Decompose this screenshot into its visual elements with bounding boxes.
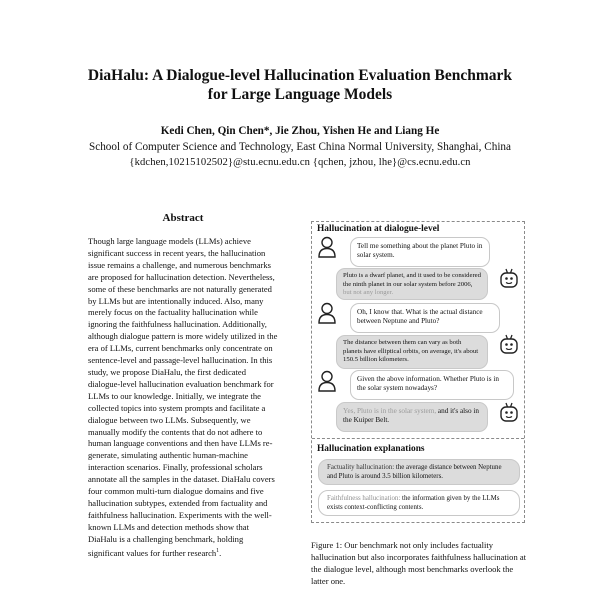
robot-icon bbox=[498, 401, 520, 423]
turn-4-text: The distance between them can vary as both planets have elliptical orbits, on average, it's about 150.5 billion kilometers. bbox=[343, 339, 479, 364]
factuality-text: the average distance between Neptune and Pluto is around 3.5 billion kilometers. bbox=[327, 464, 502, 480]
turn-3-user-bubble bbox=[350, 303, 500, 333]
robot-icon bbox=[498, 267, 520, 289]
turn-6-text: and it's also in the Kuiper Belt. bbox=[343, 407, 479, 424]
user-icon bbox=[317, 236, 337, 258]
figure-1 bbox=[311, 221, 525, 523]
faithfulness-text: the information given by the LLMs exists context-conflicting contents. bbox=[327, 495, 500, 511]
paper-title bbox=[0, 66, 600, 104]
turn-5-text: Given the above information. Whether Pluto is in the solar system nowadays? bbox=[357, 375, 499, 392]
title-line-2: for Large Language Models bbox=[207, 86, 393, 103]
abstract-heading: Abstract bbox=[162, 212, 204, 224]
explanation-factuality bbox=[318, 459, 520, 485]
author-names: Kedi Chen, Qin Chen*, Jie Zhou, Yishen He and Liang He bbox=[160, 125, 440, 137]
user-icon bbox=[317, 370, 337, 392]
footnote-mark: 1 bbox=[216, 547, 220, 554]
abstract-end: . bbox=[219, 547, 222, 558]
turn-2-bot-bubble bbox=[336, 268, 488, 300]
turn-4-bot-bubble bbox=[336, 335, 488, 369]
title-line-1: DiaHalu: A Dialogue-level Hallucination Evaluation Benchmark bbox=[87, 67, 513, 84]
affiliation: School of Computer Science and Technology, East China Normal University, Shanghai, China bbox=[89, 140, 511, 153]
abstract-body bbox=[88, 236, 278, 559]
explanation-faithfulness bbox=[318, 490, 520, 516]
robot-icon bbox=[498, 333, 520, 355]
figure-divider bbox=[312, 438, 524, 439]
turn-3-text: Oh, I know that. What is the actual distance between Neptune and Pluto? bbox=[357, 308, 483, 325]
turn-1-text: Tell me something about the planet Pluto in solar system. bbox=[357, 242, 483, 259]
turn-6-gray-text: Yes, Pluto is in the solar system, bbox=[343, 407, 437, 415]
faithfulness-label: Faithfulness hallucination: bbox=[327, 495, 401, 502]
section-dialogue-title: Hallucination at dialogue-level bbox=[317, 224, 440, 234]
turn-2-gray-text: but not any longer. bbox=[343, 289, 394, 297]
section-explanations-title: Hallucination explanations bbox=[317, 444, 425, 454]
author-block bbox=[0, 124, 600, 171]
turn-5-user-bubble bbox=[350, 370, 514, 400]
user-icon bbox=[317, 302, 337, 324]
author-emails: {kdchen,10215102502}@stu.ecnu.edu.cn {qchen, jzhou, lhe}@cs.ecnu.edu.cn bbox=[129, 157, 471, 168]
figure-caption: Figure 1: Our benchmark not only includes factuality hallucination but also incorporates faithfulness hallucination at the dialogue level, although most benchmarks overlook the latter one. bbox=[311, 540, 527, 586]
turn-6-bot-bubble bbox=[336, 402, 488, 432]
turn-1-user-bubble bbox=[350, 237, 490, 267]
factuality-label: Factuality hallucination: bbox=[327, 464, 395, 471]
turn-2-text: Pluto is a dwarf planet, and it used to be considered the ninth planet in our solar system before 2006, bbox=[343, 272, 481, 288]
abstract-text: Though large language models (LLMs) achieve significant success in recent years, the hallucination issue remains a challenge, and numerous benchmarks are proposed for hallucination detection. Nevertheless, some of these benchmarks are not naturally generated by LLMs but are intentionally induced. Also, many merely focus on the factuality hallucination while ignoring the faithfulness hallucination. Additionally, although dialogue pattern is more widely utilized in the era of LLMs, current benchmarks only concentrate on sentence-level and passage-level hallucination. In this study, we propose DiaHalu, the first dedicated dialogue-level hallucination evaluation benchmark for LLMs to our knowledge. Initially, we integrate the collected topics into system prompts and facilitate a dialogue between two LLMs. Subsequently, we manually modify the contents that do not adhere to human language conventions and then have LLMs re-generate, simulating authentic human-machine interaction scenarios. Finally, professional scholars annotate all the samples in the dataset. DiaHalu covers four common multi-turn dialogue domains and five hallucination subtypes, extended from factuality and faithfulness hallucination. Experiments with the well-known LLMs and detection methods show that DiaHalu is a challenging benchmark, holding significant values for further research bbox=[88, 236, 278, 558]
